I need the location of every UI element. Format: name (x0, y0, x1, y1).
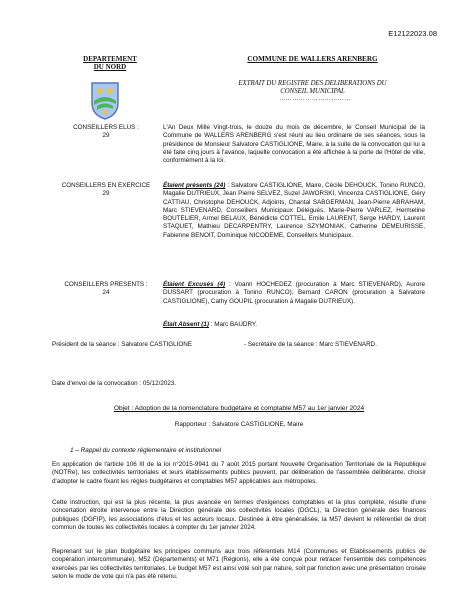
commune-title: COMMUNE DE WALLERS ARENBERG (247, 55, 378, 63)
serving-councillors-label (52, 182, 160, 198)
session-secretary: - Secrétaire de la séance : Marc STIEVENARD. (244, 341, 377, 348)
section-label: CONSEILLERS PRESENTS : (64, 281, 148, 288)
document-reference: E12122023.08 (388, 29, 437, 38)
session-opening-text: L'An Deux Mille Vingt-trois, le douze du mois de décembre, le Conseil Municipal de la Commune de WALLERS ARENBERG s'est réuni au lieu ordinaire de ses séances, sous la présidence de Monsieur Salvatore CASTIGLIONE, Maire, à la suite de la convocation qui lui a été faite cinq jours à l'avance, laquelle convocation a été affichée à la porte de l'Hôtel de ville, conformément à la loi. (163, 124, 425, 165)
session-president: Président de la séance : Salvatore CASTIGLIONE (52, 341, 192, 348)
absent-members-text (163, 321, 425, 329)
absent-heading: Était Absent (1) (163, 321, 209, 328)
department-heading (60, 55, 160, 71)
section-label: CONSEILLERS EN EXERCICE (61, 182, 151, 189)
section-label: CONSEILLERS ELUS : (73, 124, 139, 131)
department-line-1: DEPARTEMENT (83, 55, 137, 63)
rapporteur: Rapporteur : Salvatore CASTIGLIONE, Maire (174, 421, 304, 428)
paragraph-legal-basis: En application de l'article 106 III de la loi n°2015-9941 du 7 août 2015 portant Nouvelle Organisation Territoriale de la République (NOTRe), les collectivités territoriales et leurs établissements publics peuvent, par délibération de l'assemblée délibérante, choisir d'adopter le cadre fixant les règles budgétaires et comptables M57 applicables aux métropoles. (52, 461, 426, 485)
paragraph-budget-principles: Reprenant sur le plan budgétaire les principes communs aux trois référentiels M14 (Communes et Etablissements publics de coopération intercommunale), M52 (Départements) et M71 (Régions), elle a été conçue pour retracer l'ensemble des compétences exercées par les collectivités territoriales. Le budget M57 est ainsi voté soit par nature, soit par fonction avec une présentation croisée selon le mode de vote qui n'a pas été retenu. (52, 548, 426, 580)
section-count: 24 (102, 289, 110, 296)
section-count: 29 (102, 190, 110, 197)
dotted-separator: …………………………… (279, 96, 351, 102)
present-members-text (163, 182, 425, 240)
deliberation-object: Objet : Adoption de la nomenclature budgétaire et comptable M57 au 1er janvier 2024 (113, 405, 365, 412)
extract-line-1: EXTRAIT DU REGISTRE DES DELIBERATIONS DU (238, 80, 387, 87)
coat-of-arms-logo (90, 81, 120, 121)
excused-list: : Voann HOCHEDEZ (procuration à Marc STIEVENARD), Aurore DUSSART (procuration à Tonino RUNCO), Bernard CARON (procuration à Salvatore CASTIGLIONE), Cathy GOUPIL (procuration à Magalie DUTRIEUX). (163, 281, 425, 305)
excused-heading: Étaient Excusés (4) (163, 281, 226, 288)
elected-councillors-label (52, 124, 160, 140)
department-line-2: DU NORD (93, 63, 127, 71)
section-count: 29 (102, 132, 110, 139)
register-extract-title (200, 80, 425, 96)
present-councillors-label (52, 281, 160, 297)
excused-members-text (163, 281, 425, 306)
absent-list: : Marc BAUDRY. (208, 321, 258, 328)
extract-line-2: CONSEIL MUNICIPAL (280, 88, 345, 95)
present-heading: Étaient présents (24) (163, 182, 226, 189)
convocation-date: Date d'envoi de la convocation : 05/12/2023. (52, 380, 177, 387)
present-list: : Salvatore CASTIGLIONE, Maire, Cécile DEHOUCK, Tonino RUNCO, Magalie DUTRIEUX, Jean Pierre SELVEZ, Suzel JAWORSKI, Vincenza CASTIGLIONE, Géry CATTIAU, Christophe DEHOUCK, Adjoints, Chantal SABGERMAN, Jean-Pierre ABRAHAM, Marc STIEVENARD, Conseillers Municipaux Délégués, Marie-Pierre VARLEZ, Hermeline BOUTELIER, Armel BELAUX, Bénédicte COTTEL, Emile LAURENT, Serge HARDY, Laurent STAQUET, Mathieu DECARPENTRY, Laurence SZYMONIAK, Catherine DEMEURISSE, Fabienne BENOIT, Dominique NICODEME, Conseillers Municipaux. (163, 182, 425, 239)
section-heading: 1 – Rappel du contexte réglementaire et institutionnel (70, 447, 221, 454)
paragraph-instruction: Cette instruction, qui est la plus récente, la plus avancée en termes d'exigences comptables et la plus complète, résulte d'une concertation étroite intervenue entre la Direction générale des collectivités locales (DGCL), la Direction générale des finances publiques (DGFIP), les associations d'élus et les acteurs locaux. Destinée à être généralisée, la M57 devient le référentiel de droit commun de toutes les collectivités locales à compter du 1er janvier 2024. (52, 499, 426, 531)
